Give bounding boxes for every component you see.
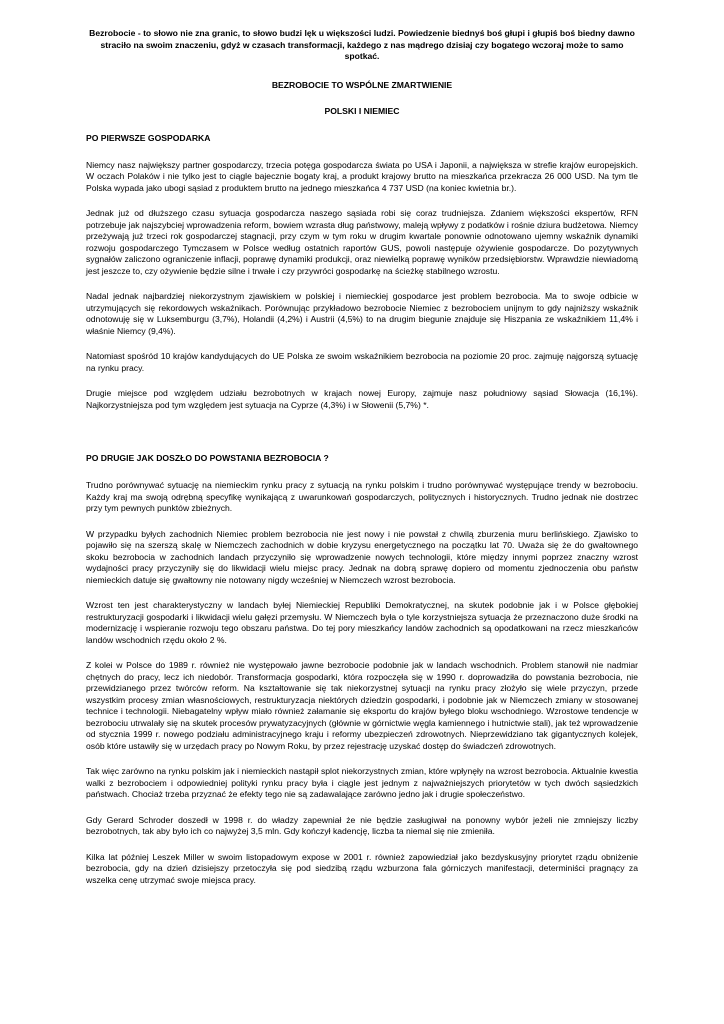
paragraph: W przypadku byłych zachodnich Niemiec problem bezrobocia nie jest nowy i nie powstał z chwilą zburzenia muru berlińskiego. Zjawisko to pojawiło się na szerszą skalę w Niemczech zachodnich w dobie kryzysu energetycznego na początku lat 70. Uważa się że do gwałtownego skoku bezrobocia w zachodnich landach przyczyniło się wprowadzenie nowych technologii, które między innymi poprzez znaczny wzrost wydajności pracy przyczyniły się do likwidacji wielu miejsc pracy. Jednak na dobrą sprawę dopiero od momentu zjednoczenia obu państw niemieckich datuje się gwałtowny nie notowany nigdy wcześniej w Niemczech wzrost bezrobocia. <box>86 528 638 585</box>
paragraph: Drugie miejsce pod względem udziału bezrobotnych w krajach nowej Europy, zajmuje nasz południowy sąsiad Słowacja (16,1%). Najkorzystniejsza pod tym względem jest sytuacja na Cyprze (4,3%) i w Słowenii (5,7%) *. <box>86 388 638 410</box>
paragraph: Trudno porównywać sytuację na niemieckim rynku pracy z sytuacją na rynku polskim i trudno porównywać występujące trendy w bezrobociu. Każdy kraj ma swoją odrębną specyfikę wynikającą z uwarunkowań gospodarczych, politycznych i historycznych. Trudno jednak nie dostrzec przy tym pewnych punktów zbieżnych. <box>86 480 638 513</box>
paragraph: Jednak już od dłuższego czasu sytuacja gospodarcza naszego sąsiada robi się coraz trudniejsza. Zdaniem większości ekspertów, RFN potrzebuje jak najszybciej wprowadzenia reform, bowiem wzrasta dług państwowy, maleją wpływy z podatków i rośnie dziura budżetowa. Niemcy przeżywają już trzeci rok gospodarczej stagnacji, przy czym w tym roku w drugim kwartale ponownie odnotowano ujemny wskaźnik dynamiki rozwoju gospodarczego Tymczasem w Polsce według ostatnich raportów GUS, powoli następuje ożywienie gospodarcze. Do pozytywnych sygnałów zaliczono ograniczenie inflacji, poprawę dynamiki produkcji, oraz niewielką poprawę wyników przedsiębiorstw. Wprawdzie niewiadomą jest jeszcze to, czy ożywienie będzie silne i trwałe i czy przywróci gospodarkę na ścieżkę stabilnego wzrostu. <box>86 208 638 276</box>
section-heading: PO PIERWSZE GOSPODARKA <box>86 132 211 143</box>
paragraph: Niemcy nasz największy partner gospodarczy, trzecia potęga gospodarcza świata po USA i Japonii, a największa w strefie krajów europejskich. W oczach Polaków i nie tylko jest to ciągle bajecznie bogaty kraj, a produkt krajowy brutto na mieszkańca przekracza 26 000 USD. Na tym tle Polska wypada jako ubogi sąsiad z produktem brutto na jednego mieszkańca 4 737 USD (na koniec kwietnia br.). <box>86 159 638 193</box>
intro-paragraph: Bezrobocie - to słowo nie zna granic, to słowo budzi lęk u większości ludzi. Powiedzenie biednyś boś głupi i głupiś boś biedny dawno straciło na swoim znaczeniu, gdyż w czasach transformacji, każdego z nas mądrego dzisiaj czy bogatego wczoraj może to samo spotkać. <box>89 28 635 61</box>
paragraph: Nadal jednak najbardziej niekorzystnym zjawiskiem w polskiej i niemieckiej gospodarce jest problem bezrobocia. Ma to swoje odbicie w utrzymujących się rekordowych wskaźnikach. Porównując przykładowo bezrobocie Niemiec z bezrobociem unijnym to gdy najniższy wskaźnik odnotowuję się w Luksemburgu (3,7%), Holandii (4,2%) i Austrii (4,5%) to na drugim biegunie znajduje się Hiszpania ze wskaźnikiem 11,4% i właśnie Niemcy (9,4%). <box>86 291 638 336</box>
paragraph: Tak więc zarówno na rynku polskim jak i niemieckich nastąpił splot niekorzystnych zmian, które wpłynęły na wzrost bezrobocia. Aktualnie kwestia walki z bezrobociem i odpowiedniej polityki rynku pracy była i ciągle jest jednym z najważniejszych priorytetów w tych dwóch sąsiedzkich państwach. Chociaż trzeba przyznać że efekty tego nie są zadawalające zarówno jedno jak i drugie społeczeństwo. <box>86 766 638 799</box>
paragraph: Z kolei w Polsce do 1989 r. również nie występowało jawne bezrobocie podobnie jak w landach wschodnich. Problem stanowił nie nadmiar chętnych do pracy, lecz ich niedobór. Transformacja gospodarki, która rozpoczęła się w 1990 r. doprowadziła do powstania bezrobocia, nie przewidzianego przez twórców reform. Na kształtowanie się tak niekorzystnej sytuacji na rynku pracy złożyło się wiele przyczyn, przede wszystkim procesy zmian własnościowych, restrukturyzacja niektórych dziedzin gospodarki, i podobnie jak w Niemczech zmiany w stosowanej technice i technologii. Niebagatelny wpływ miało również załamanie się eksportu do krajów byłego bloku wschodniego. Wzrostowe tendencje w bezrobociu utrwalały się na skutek procesów prywatyzacyjnych (głównie w górnictwie węgla kamiennego i hutnictwie stali), jak też wprowadzenie od stycznia 1999 r. nowego podziału administracyjnego kraju i reformy ubezpieczeń zdrowotnych. Nieprzewidziano tak gigantycznych kolejek, osób które ustawiły się w urzędach pracy po Nowym Roku, by przez rejestrację uzyskać dostęp do świadczeń zdrowotnych. <box>86 660 638 751</box>
paragraph: Gdy Gerard Schroder doszedł w 1998 r. do władzy zapewniał że nie będzie zasługiwał na ponowny wybór jeżeli nie zmniejszy liczby bezrobotnych, tak aby było ich co najwyżej 3,5 mln. Gdy kończył kadencję, liczba ta niemal się nie zmieniła. <box>86 814 638 836</box>
paragraph: Wzrost ten jest charakterystyczny w landach byłej Niemieckiej Republiki Demokratycznej, na skutek podobnie jak i w Polsce głębokiej restrukturyzacji gospodarki i likwidacji wielu gałęzi przemysłu. W Niemczech była o tyle korzystniejsza sytuacja że przeznaczono duże środki na modernizację i wspieranie rozwoju tego obszaru państwa. Do tej pory mieszkańcy landów zachodnich są opodatkowani na rzecz mieszkańców landów wschodnich rzędu około 2 %. <box>86 600 638 645</box>
paragraph: Natomiast spośród 10 krajów kandydujących do UE Polska ze swoim wskaźnikiem bezrobocia na poziomie 20 proc. zajmuję najgorszą sytuację na rynku pracy. <box>86 351 638 373</box>
section-heading: PO DRUGIE JAK DOSZŁO DO POWSTANIA BEZROBOCIA ? <box>86 453 329 463</box>
paragraph: Kilka lat później Leszek Miller w swoim listopadowym expose w 2001 r. również zapowiedział jako bezdyskusyjny priorytet rządu obniżenie bezrobocia, gdy na dzień dzisiejszy przetoczyła się pod siedzibą rządu wzburzona fala górniczych manifestacji, determiniści pragnący za wszelka cenę utrzymać swoje miejsca pracy. <box>86 851 638 885</box>
document-subtitle: POLSKI I NIEMIEC <box>324 105 400 116</box>
document-page <box>86 28 638 886</box>
document-title: BEZROBOCIE TO WSPÓLNE ZMARTWIENIE <box>271 79 453 90</box>
